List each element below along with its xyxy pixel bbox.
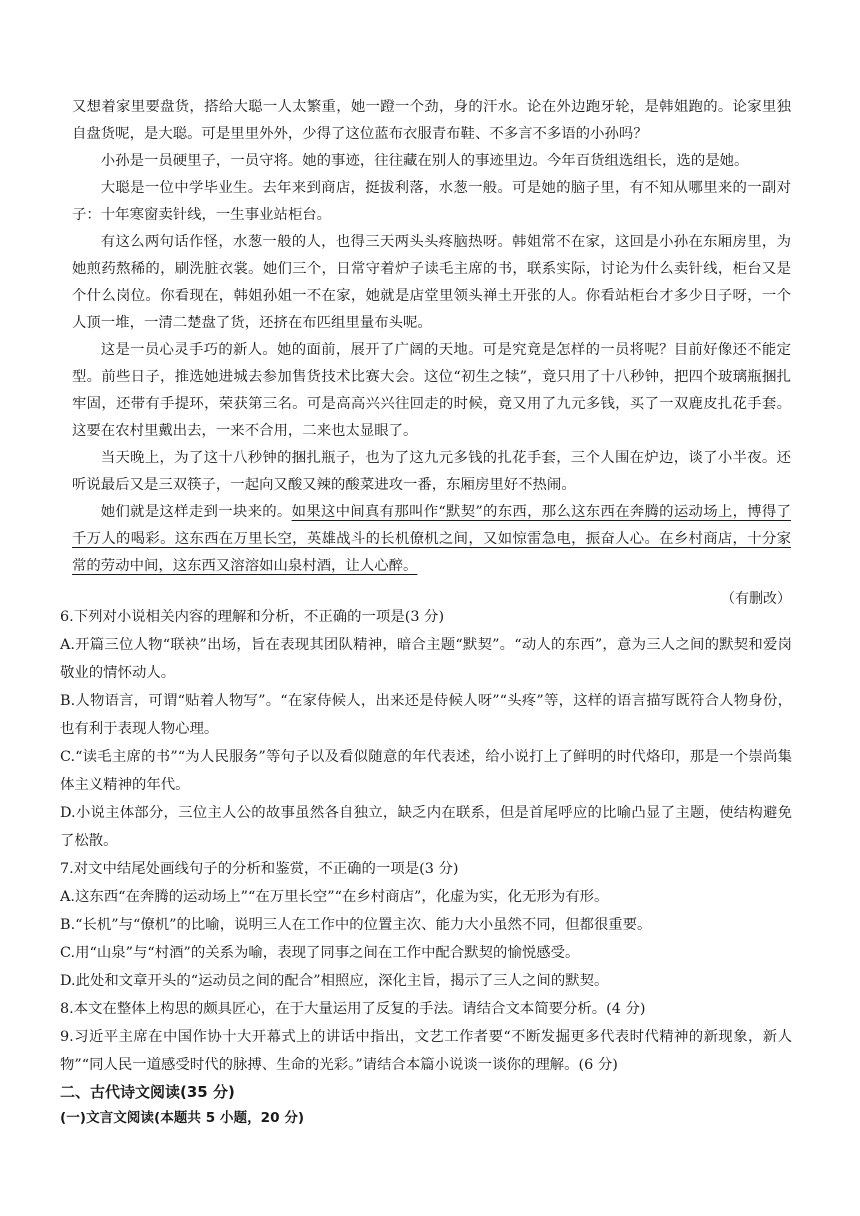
- source-note: （有删改）: [721, 591, 791, 607]
- story-paragraph-3: 大聪是一位中学毕业生。去年来到商店，挺拔利落，水葱一般。可是她的脑子里，有不知从哪里来的一副对子：十年寒窗卖针线，一生事业站柜台。: [72, 180, 791, 223]
- underlined-closing-passage: 如果这中间真有那叫作“默契”的东西，那么这东西在奔腾的运动场上，博得了千万人的喝彩。这东西在万里长空，英雄战斗的长机僚机之间，又如惊雷急电，振奋人心。在乡村商店，十分家常的劳动中间，这东西又溶溶如山泉村酒，让人心醉。: [72, 504, 791, 574]
- subsection-heading-classical-chinese: (一)文言文阅读(本题共 5 小题，20 分): [60, 1110, 305, 1126]
- story-paragraph-2: 小孙是一员硬里子，一员守将。她的事迹，往往藏在别人的事迹里边。今年百货组选组长，选的是她。: [100, 153, 749, 169]
- section-heading-ancient-poetry: 二、古代诗文阅读(35 分): [60, 1083, 235, 1101]
- question-6-option-a: A.开篇三位人物“联袂”出场，旨在表现其团队精神，暗合主题“默契”。“动人的东西”，意为三人之间的默契和爱岗敬业的情怀动人。: [60, 637, 792, 681]
- question-7-option-b: B.“长机”与“僚机”的比喻，说明三人在工作中的位置主次、能力大小虽然不同，但都很重要。: [60, 917, 652, 933]
- story-paragraph-5: 这是一员心灵手巧的新人。她的面前，展开了广阔的天地。可是究竟是怎样的一员将呢？目前好像还不能定型。前些日子，推选她进城去参加售货技术比赛大会。这位“初生之犊”，竟只用了十八秒钟，把四个玻璃瓶捆扎牢固，还带有手提环，荣获第三名。可是高高兴兴往回走的时候，竟又用了九元多钱，买了一双鹿皮扎花手套。这要在农村里戴出去，一来不合用，二来也太显眼了。: [72, 342, 791, 439]
- question-7: 7.对文中结尾处画线句子的分析和鉴赏，不正确的一项是(3 分): [60, 861, 459, 877]
- question-7-option-a: A.这东西“在奔腾的运动场上”“在万里长空”“在乡村商店”，化虚为实，化无形为有形。: [60, 889, 609, 905]
- question-7-option-c: C.用“山泉”与“村酒”的关系为喻，表现了同事之间在工作中配合默契的愉悦感受。: [60, 945, 580, 961]
- question-6-option-b: B.人物语言，可谓“贴着人物写”。“在家侍候人，出来还是侍候人呀”“头疼”等，这样的语言描写既符合人物身份，也有利于表现人物心理。: [60, 693, 792, 737]
- question-6: 6.下列对小说相关内容的理解和分析，不正确的一项是(3 分): [60, 609, 445, 625]
- question-6-option-d: D.小说主体部分，三位主人公的故事虽然各自独立，缺乏内在联系，但是首尾呼应的比喻凸显了主题，使结构避免了松散。: [60, 805, 792, 849]
- question-8: 8.本文在整体上构思的颇具匠心，在于大量运用了反复的手法。请结合文本简要分析。(4 分): [60, 1001, 646, 1017]
- story-paragraph-7: [72, 499, 791, 580]
- story-paragraph-4: 有这么两句话作怪，水葱一般的人，也得三天两头头疼脑热呀。韩姐常不在家，这回是小孙在东厢房里，为她煎药熬稀的，刷洗脏衣裳。她们三个，日常守着炉子读毛主席的书，联系实际，讨论为什么卖针线，柜台又是个什么岗位。你看现在，韩姐孙姐一不在家，她就是店堂里领头禅土开张的人。你看站柜台才多少日子呀，一个人顶一堆，一清二楚盘了货，还挤在布匹组里量布头呢。: [72, 234, 791, 331]
- questions-block: [60, 603, 792, 1131]
- story-excerpt: [72, 94, 791, 613]
- closing-lead-sentence: 她们就是这样走到一块来的。: [100, 504, 292, 520]
- question-9: 9.习近平主席在中国作协十大开幕式上的讲话中指出，文艺工作者要“不断发掘更多代表时代精神的新现象，新人物”“同人民一道感受时代的脉搏、生命的光彩。”请结合本篇小说谈一谈你的理解。(6 分): [60, 1029, 792, 1073]
- story-paragraph-1: 又想着家里要盘货，搭给大聪一人太繁重，她一蹬一个劲，身的汗水。论在外边跑牙轮，是韩姐跑的。论家里独自盘货呢，是大聪。可是里里外外，少得了这位蓝布衣服青布鞋、不多言不多语的小孙吗？: [72, 99, 791, 142]
- question-7-option-d: D.此处和文章开头的“运动员之间的配合”相照应，深化主旨，揭示了三人之间的默契。: [60, 973, 609, 989]
- story-paragraph-6: 当天晚上，为了这十八秒钟的捆扎瓶子，也为了这九元多钱的扎花手套，三个人围在炉边，谈了小半夜。还听说最后又是三双筷子，一起向又酸又辣的酸菜进攻一番，东厢房里好不热闹。: [72, 450, 791, 493]
- question-6-option-c: C.“读毛主席的书”“为人民服务”等句子以及看似随意的年代表述，给小说打上了鲜明的时代烙印，那是一个崇尚集体主义精神的年代。: [60, 749, 792, 793]
